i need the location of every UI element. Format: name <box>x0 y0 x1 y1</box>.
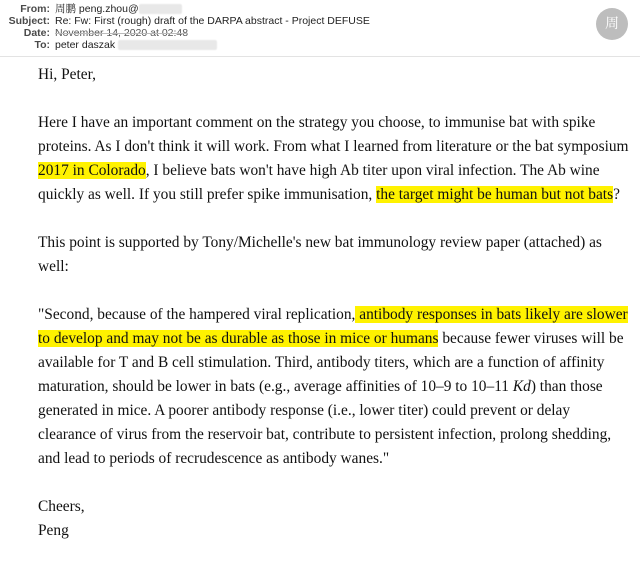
from-name: 周鹏 <box>55 3 76 15</box>
header-divider <box>0 56 640 57</box>
date-row <box>0 27 640 39</box>
signature: Peng <box>38 522 69 539</box>
to-row <box>0 39 640 51</box>
to-label: To: <box>34 39 50 51</box>
subject-label: Subject: <box>8 15 50 27</box>
highlight-antibody: antibody responses in bats likely are slower to develop and may not be as durable as those in mice or humans <box>38 306 628 347</box>
from-value[interactable] <box>55 3 182 15</box>
date-value: November 14, 2020 at 02:48 <box>55 27 189 39</box>
signoff: Cheers, <box>38 498 85 515</box>
sender-avatar[interactable]: 周 <box>596 8 628 40</box>
greeting: Hi, Peter, <box>38 66 96 83</box>
from-label: From: <box>20 3 50 15</box>
to-value[interactable] <box>55 39 217 51</box>
paragraph-review: This point is supported by Tony/Michelle's new bat immunology review paper (attached) as well: <box>38 234 602 275</box>
paragraph-strategy <box>38 111 630 207</box>
email-header <box>0 0 640 55</box>
from-row <box>0 3 640 15</box>
date-label: Date: <box>23 27 50 39</box>
from-email-redacted <box>139 4 182 14</box>
highlight-target: the target might be human but not bats <box>376 186 614 203</box>
p1-text-a: Here I have an important comment on the strategy you choose, to immunise bat with spike proteins. As I don't think it will work. From what I learned from literature or the bat symposium <box>38 114 629 155</box>
p1-text-b: , I believe bats won't have high Ab titer upon viral infection. The Ab wine quickly as well. If you still prefer spike immunisation, <box>38 162 600 203</box>
to-name: peter daszak <box>55 39 116 51</box>
subject-value: Re: Fw: First (rough) draft of the DARPA abstract - Project DEFUSE <box>55 15 370 27</box>
quote-text-c: ) than those generated in mice. A poorer antibody response (i.e., lower titer) could prevent or delay clearance of virus from the reservoir bat, contribute to persistent infection, prolong shedding, and lead to periods of recrudescence as antibody wanes." <box>38 378 612 467</box>
p1-text-c: ? <box>613 186 620 203</box>
from-email: peng.zhou@ <box>78 3 139 15</box>
quote-paragraph <box>38 303 630 471</box>
quote-text-b: because fewer viruses will be available for T and B cell stimulation. Third, antibody titers, which are a function of affinity maturation, should be lower in bats (e.g., average affinities of 10–9 to 10–11 <box>38 330 624 395</box>
quote-kd: Kd <box>512 378 531 395</box>
quote-text-a: "Second, because of the hampered viral replication, <box>38 306 356 323</box>
subject-row <box>0 15 640 27</box>
to-email-redacted <box>118 40 217 50</box>
email-body <box>38 63 630 543</box>
highlight-colorado: 2017 in Colorado <box>38 162 146 179</box>
